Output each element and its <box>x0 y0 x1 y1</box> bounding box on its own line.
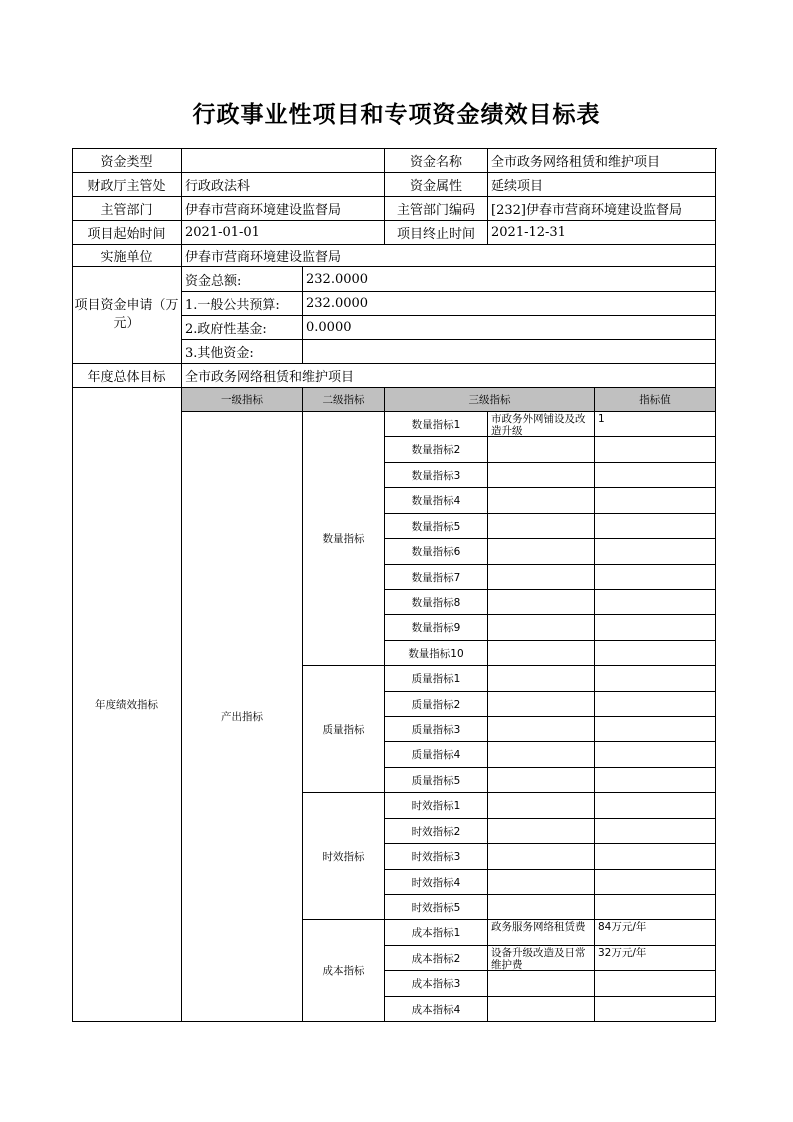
level3-indicator-desc[interactable] <box>488 793 595 819</box>
fund-attr-value[interactable]: 延续项目 <box>488 173 716 197</box>
impl-label: 实施单位 <box>72 245 182 267</box>
indicator-value[interactable] <box>595 819 716 844</box>
level1-output-indicator: 产出指标 <box>182 412 303 1022</box>
level3-indicator-desc[interactable] <box>488 870 595 895</box>
level3-indicator-name: 数量指标8 <box>385 590 488 615</box>
level3-indicator-desc[interactable] <box>488 742 595 768</box>
funding-row-value[interactable] <box>303 340 716 364</box>
header-level2: 二级指标 <box>303 388 385 412</box>
annual-goal-label: 年度总体目标 <box>72 364 182 388</box>
header-level3: 三级指标 <box>385 388 595 412</box>
level3-indicator-desc[interactable]: 政务服务网络租赁费 <box>488 920 595 946</box>
indicator-value[interactable] <box>595 768 716 793</box>
indicator-value[interactable]: 32万元/年 <box>595 946 716 971</box>
indicator-value[interactable]: 84万元/年 <box>595 920 716 946</box>
funding-label: 项目资金申请（万元） <box>72 267 182 364</box>
start-label: 项目起始时间 <box>72 221 182 245</box>
end-label: 项目终止时间 <box>385 221 488 245</box>
level3-indicator-desc[interactable] <box>488 437 595 463</box>
indicator-value[interactable] <box>595 641 716 666</box>
funding-row-label: 1.一般公共预算: <box>182 292 303 316</box>
indicator-value[interactable] <box>595 463 716 488</box>
level2-indicator: 成本指标 <box>303 920 385 1022</box>
fund-type-value[interactable] <box>182 148 385 173</box>
level2-indicator: 质量指标 <box>303 666 385 793</box>
level3-indicator-name: 质量指标5 <box>385 768 488 793</box>
indicator-value[interactable] <box>595 590 716 615</box>
funding-row-value[interactable]: 232.0000 <box>303 292 716 316</box>
indicator-value[interactable]: 1 <box>595 412 716 437</box>
level3-indicator-desc[interactable] <box>488 590 595 615</box>
level3-indicator-desc[interactable] <box>488 819 595 844</box>
indicator-value[interactable] <box>595 793 716 819</box>
level3-indicator-desc[interactable]: 设备升级改造及日常维护费 <box>488 946 595 971</box>
indicator-value[interactable] <box>595 437 716 463</box>
authority-label: 主管部门 <box>72 197 182 221</box>
level3-indicator-name: 时效指标3 <box>385 844 488 870</box>
level3-indicator-desc[interactable] <box>488 463 595 488</box>
level3-indicator-name: 成本指标1 <box>385 920 488 946</box>
level3-indicator-name: 成本指标3 <box>385 971 488 997</box>
level3-indicator-desc[interactable] <box>488 692 595 717</box>
level3-indicator-desc[interactable] <box>488 641 595 666</box>
level3-indicator-desc[interactable]: 市政务外网铺设及改造升级 <box>488 412 595 437</box>
fund-name-value[interactable]: 全市政务网络租赁和维护项目 <box>488 148 716 173</box>
page-title: 行政事业性项目和专项资金绩效目标表 <box>192 102 601 128</box>
dept-label: 财政厅主管处 <box>72 173 182 197</box>
level3-indicator-desc[interactable] <box>488 539 595 565</box>
authority-value[interactable]: 伊春市营商环境建设监督局 <box>182 197 385 221</box>
funding-row-value[interactable]: 0.0000 <box>303 316 716 340</box>
fund-attr-label: 资金属性 <box>385 173 488 197</box>
funding-row-label: 3.其他资金: <box>182 340 303 364</box>
end-value[interactable]: 2021-12-31 <box>488 221 716 245</box>
level3-indicator-desc[interactable] <box>488 488 595 514</box>
indicator-value[interactable] <box>595 666 716 692</box>
level3-indicator-desc[interactable] <box>488 844 595 870</box>
indicator-value[interactable] <box>595 971 716 997</box>
dept-value[interactable]: 行政政法科 <box>182 173 385 197</box>
indicator-value[interactable] <box>595 488 716 514</box>
level3-indicator-name: 成本指标2 <box>385 946 488 971</box>
level3-indicator-name: 数量指标10 <box>385 641 488 666</box>
level3-indicator-name: 数量指标5 <box>385 514 488 539</box>
annual-goal-value[interactable]: 全市政务网络租赁和维护项目 <box>182 364 716 388</box>
performance-section-label: 年度绩效指标 <box>72 388 182 1022</box>
level3-indicator-name: 数量指标7 <box>385 565 488 590</box>
indicator-value[interactable] <box>595 844 716 870</box>
level3-indicator-name: 时效指标5 <box>385 895 488 920</box>
level3-indicator-name: 时效指标2 <box>385 819 488 844</box>
level3-indicator-desc[interactable] <box>488 666 595 692</box>
level3-indicator-desc[interactable] <box>488 717 595 742</box>
level3-indicator-name: 时效指标4 <box>385 870 488 895</box>
level3-indicator-name: 数量指标3 <box>385 463 488 488</box>
indicator-value[interactable] <box>595 895 716 920</box>
indicator-value[interactable] <box>595 615 716 641</box>
level3-indicator-desc[interactable] <box>488 615 595 641</box>
level2-indicator: 时效指标 <box>303 793 385 920</box>
level3-indicator-name: 数量指标1 <box>385 412 488 437</box>
level3-indicator-name: 质量指标3 <box>385 717 488 742</box>
indicator-value[interactable] <box>595 717 716 742</box>
level3-indicator-name: 数量指标9 <box>385 615 488 641</box>
level3-indicator-name: 质量指标4 <box>385 742 488 768</box>
level3-indicator-desc[interactable] <box>488 768 595 793</box>
funding-row-value[interactable]: 232.0000 <box>303 267 716 292</box>
fund-type-label: 资金类型 <box>72 148 182 173</box>
level3-indicator-desc[interactable] <box>488 565 595 590</box>
level3-indicator-name: 时效指标1 <box>385 793 488 819</box>
level3-indicator-name: 质量指标1 <box>385 666 488 692</box>
fund-name-label: 资金名称 <box>385 148 488 173</box>
level3-indicator-name: 质量指标2 <box>385 692 488 717</box>
level3-indicator-name: 数量指标2 <box>385 437 488 463</box>
indicator-value[interactable] <box>595 565 716 590</box>
header-value: 指标值 <box>595 388 716 412</box>
impl-value[interactable]: 伊春市营商环境建设监督局 <box>182 245 716 267</box>
header-level1: 一级指标 <box>182 388 303 412</box>
indicator-value[interactable] <box>595 742 716 768</box>
level3-indicator-desc[interactable] <box>488 971 595 997</box>
funding-row-label: 资金总额: <box>182 267 303 292</box>
indicator-value[interactable] <box>595 539 716 565</box>
level2-indicator: 数量指标 <box>303 412 385 666</box>
level3-indicator-desc[interactable] <box>488 514 595 539</box>
level3-indicator-name: 成本指标4 <box>385 997 488 1022</box>
indicator-value[interactable] <box>595 692 716 717</box>
start-value[interactable]: 2021-01-01 <box>182 221 385 245</box>
indicator-value[interactable] <box>595 514 716 539</box>
funding-row-label: 2.政府性基金: <box>182 316 303 340</box>
level3-indicator-desc[interactable] <box>488 997 595 1022</box>
authority-code-value[interactable]: [232]伊春市营商环境建设监督局 <box>488 197 716 221</box>
level3-indicator-name: 数量指标6 <box>385 539 488 565</box>
indicator-value[interactable] <box>595 997 716 1022</box>
authority-code-label: 主管部门编码 <box>385 197 488 221</box>
level3-indicator-desc[interactable] <box>488 895 595 920</box>
indicator-value[interactable] <box>595 870 716 895</box>
level3-indicator-name: 数量指标4 <box>385 488 488 514</box>
